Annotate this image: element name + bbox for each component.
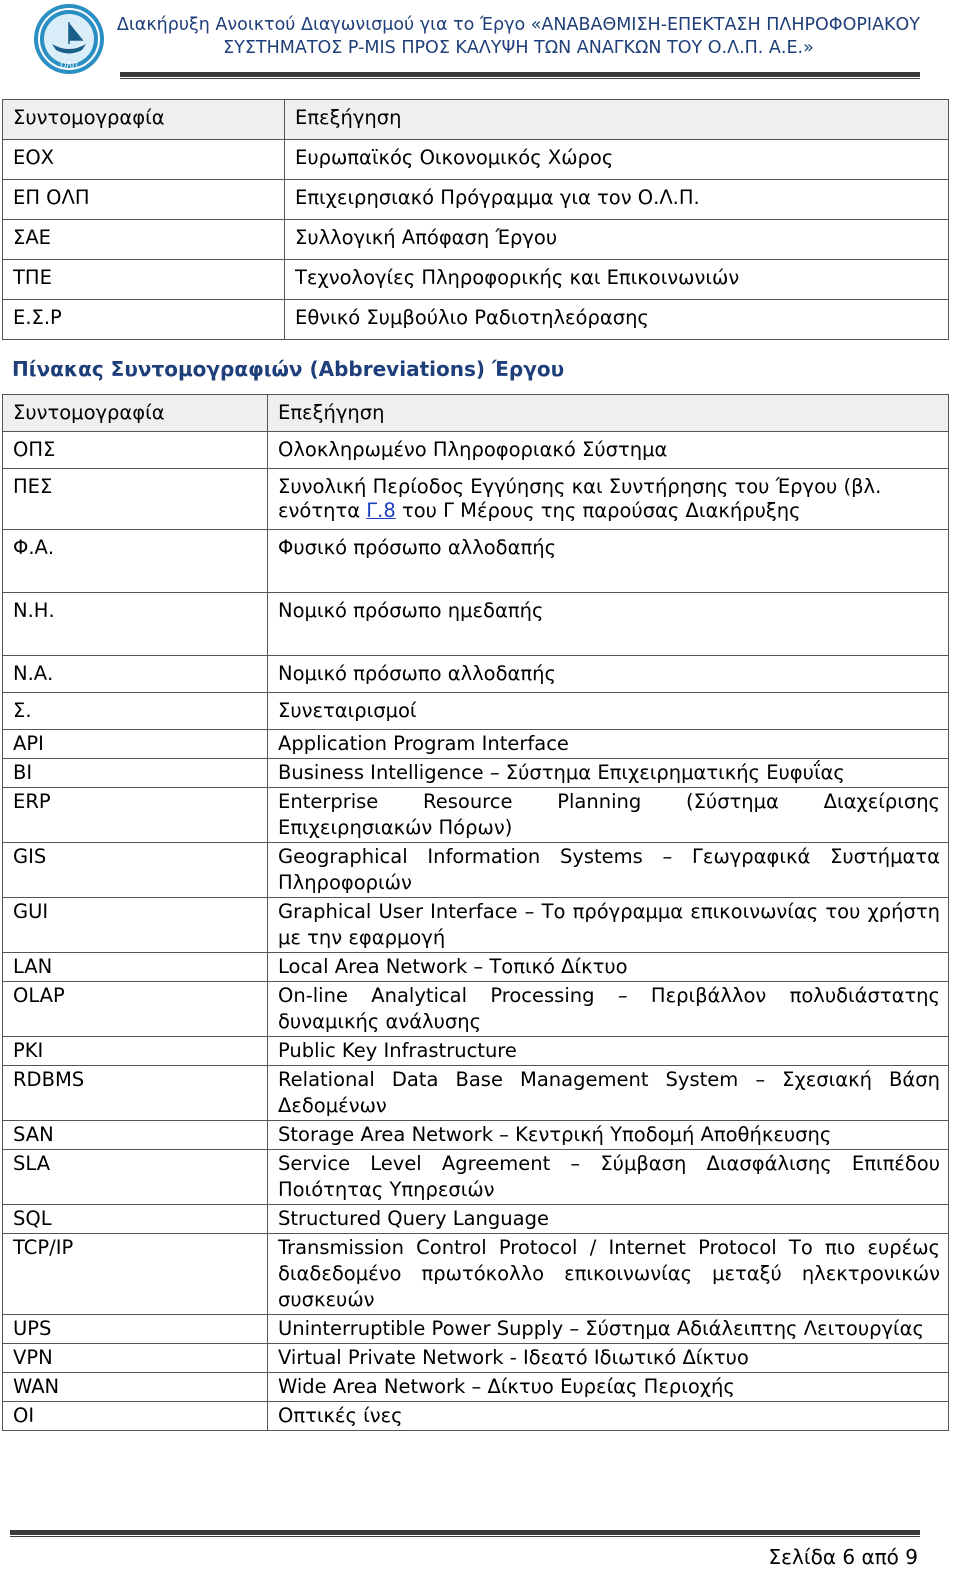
table-header-row: [3, 395, 949, 432]
explanation-cell: Relational Data Base Management System – Σχεσιακή Βάση Δεδομένων: [268, 1066, 949, 1121]
abbr-cell: Ν.Α.: [3, 656, 268, 693]
table-row: [3, 693, 949, 730]
table-row: [3, 1066, 949, 1121]
abbreviations-table-1: [2, 99, 949, 340]
abbreviations-table-2: [2, 394, 949, 1431]
table-row: [3, 469, 949, 530]
explanation-cell: Ολοκληρωμένο Πληροφοριακό Σύστημα: [268, 432, 949, 469]
olp-logo: [30, 2, 108, 76]
table-row: [3, 1037, 949, 1066]
explanation-cell: Συνεταιρισμοί: [268, 693, 949, 730]
table-row: [3, 1121, 949, 1150]
abbr-cell: RDBMS: [3, 1066, 268, 1121]
table-row: [3, 1205, 949, 1234]
abbr-cell: ERP: [3, 788, 268, 843]
abbr-cell: ΟΙ: [3, 1402, 268, 1431]
explanation-cell: Τεχνολογίες Πληροφορικής και Επικοινωνιών: [285, 260, 949, 300]
explanation-cell: Νομικό πρόσωπο ημεδαπής: [268, 593, 949, 656]
explanation-cell: Public Key Infrastructure: [268, 1037, 949, 1066]
explanation-cell: Virtual Private Network - Ιδεατό Ιδιωτικό Δίκτυο: [268, 1344, 949, 1373]
footer-rule-thin: [10, 1536, 920, 1537]
explanation-cell: On-line Analytical Processing – Περιβάλλον πολυδιάστατης δυναμικής ανάλυσης: [268, 982, 949, 1037]
table-row: [3, 1234, 949, 1315]
explanation-cell: Application Program Interface: [268, 730, 949, 759]
abbr-cell: API: [3, 730, 268, 759]
explanation-cell: Geographical Information Systems – Γεωγραφικά Συστήματα Πληροφοριών: [268, 843, 949, 898]
abbr-cell: SLA: [3, 1150, 268, 1205]
abbr-cell: UPS: [3, 1315, 268, 1344]
explanation-cell: Νομικό πρόσωπο αλλοδαπής: [268, 656, 949, 693]
table-header-row: [3, 100, 949, 140]
section-title: Πίνακας Συντομογραφιών (Abbreviations) Έργου: [12, 357, 565, 381]
abbr-cell: ΟΠΣ: [3, 432, 268, 469]
explanation-cell: Enterprise Resource Planning (Σύστημα Διαχείρισης Επιχειρησιακών Πόρων): [268, 788, 949, 843]
table-row: [3, 953, 949, 982]
header-line-2: ΣΥΣΤΗΜΑΤΟΣ P-MIS ΠΡΟΣ ΚΑΛΥΨΗ ΤΩΝ ΑΝΑΓΚΩΝ ΤΟΥ Ο.Λ.Π. Α.Ε.»: [223, 38, 814, 58]
column-header-abbr: Συντομογραφία: [3, 100, 285, 140]
table-row: [3, 530, 949, 593]
table-row: [3, 843, 949, 898]
table-row: [3, 593, 949, 656]
abbr-cell: ΣΑΕ: [3, 220, 285, 260]
abbr-cell: Ε.Σ.Ρ: [3, 300, 285, 340]
abbr-cell: WAN: [3, 1373, 268, 1402]
explanation-cell: Business Intelligence – Σύστημα Επιχειρηματικής Ευφυΐας: [268, 759, 949, 788]
abbr-cell: PKI: [3, 1037, 268, 1066]
table-row: [3, 1150, 949, 1205]
table-row: [3, 898, 949, 953]
explanation-cell: Structured Query Language: [268, 1205, 949, 1234]
table-row: [3, 1344, 949, 1373]
table-row: [3, 982, 949, 1037]
explanation-cell: Οπτικές ίνες: [268, 1402, 949, 1431]
explanation-cell: Storage Area Network – Κεντρική Υποδομή Αποθήκευσης: [268, 1121, 949, 1150]
explanation-cell: Service Level Agreement – Σύμβαση Διασφάλισης Επιπέδου Ποιότητας Υπηρεσιών: [268, 1150, 949, 1205]
table-row: [3, 730, 949, 759]
table-row: [3, 300, 949, 340]
abbr-cell: TCP/IP: [3, 1234, 268, 1315]
table-row: [3, 1402, 949, 1431]
explanation-cell: Wide Area Network – Δίκτυο Ευρείας Περιοχής: [268, 1373, 949, 1402]
table-row: [3, 759, 949, 788]
abbr-cell: SQL: [3, 1205, 268, 1234]
explanation-cell: Εθνικό Συμβούλιο Ραδιοτηλεόρασης: [285, 300, 949, 340]
table-row: [3, 260, 949, 300]
explanation-cell: Επιχειρησιακό Πρόγραμμα για τον Ο.Λ.Π.: [285, 180, 949, 220]
abbr-cell: ΕΠ ΟΛΠ: [3, 180, 285, 220]
table-row: [3, 220, 949, 260]
abbr-cell: ΤΠΕ: [3, 260, 285, 300]
header-title: [117, 14, 920, 60]
abbr-cell: LAN: [3, 953, 268, 982]
footer-rule: [10, 1530, 920, 1535]
header-rule-thin: [120, 78, 920, 79]
explanation-cell: Transmission Control Protocol / Internet Protocol Το πιο ευρέως διαδεδομένο πρωτόκολλο επικοινωνίας μεταξύ ηλεκτρονικών συσκευών: [268, 1234, 949, 1315]
column-header-abbr: Συντομογραφία: [3, 395, 268, 432]
table-row: [3, 788, 949, 843]
abbr-cell: SAN: [3, 1121, 268, 1150]
explanation-text: Συνολική Περίοδος Εγγύησης και Συντήρησης του Έργου (βλ. ενότητα: [278, 475, 882, 522]
explanation-cell: Uninterruptible Power Supply – Σύστημα Αδιάλειπτης Λειτουργίας: [268, 1315, 949, 1344]
table-row: [3, 180, 949, 220]
explanation-cell: Συλλογική Απόφαση Έργου: [285, 220, 949, 260]
explanation-cell: Φυσικό πρόσωπο αλλοδαπής: [268, 530, 949, 593]
abbr-cell: ΠΕΣ: [3, 469, 268, 530]
header-line-1: Διακήρυξη Ανοικτού Διαγωνισμού για το Έργο «ΑΝΑΒΑΘΜΙΣΗ-ΕΠΕΚΤΑΣΗ ΠΛΗΡΟΦΟΡΙΑΚΟΥ: [116, 15, 920, 35]
explanation-cell: [268, 469, 949, 530]
svg-text:ΟΛΠ: ΟΛΠ: [60, 61, 78, 70]
column-header-explanation: Επεξήγηση: [268, 395, 949, 432]
table-row: [3, 432, 949, 469]
table-row: [3, 140, 949, 180]
table-row: [3, 1373, 949, 1402]
abbr-cell: VPN: [3, 1344, 268, 1373]
page-number: Σελίδα 6 από 9: [768, 1545, 918, 1569]
section-link[interactable]: Γ.8: [366, 499, 396, 522]
header-rule: [120, 72, 920, 77]
abbr-cell: Φ.Α.: [3, 530, 268, 593]
explanation-cell: Graphical User Interface – Το πρόγραμμα επικοινωνίας του χρήστη με την εφαρμογή: [268, 898, 949, 953]
explanation-cell: Local Area Network – Τοπικό Δίκτυο: [268, 953, 949, 982]
page-header: [0, 0, 960, 82]
table-row: [3, 656, 949, 693]
explanation-cell: Ευρωπαϊκός Οικονομικός Χώρος: [285, 140, 949, 180]
abbr-cell: OLAP: [3, 982, 268, 1037]
explanation-text: του Γ Μέρους της παρούσας Διακήρυξης: [395, 499, 801, 522]
table-row: [3, 1315, 949, 1344]
abbr-cell: BI: [3, 759, 268, 788]
abbr-cell: Ν.Η.: [3, 593, 268, 656]
abbr-cell: Σ.: [3, 693, 268, 730]
abbr-cell: GUI: [3, 898, 268, 953]
abbr-cell: GIS: [3, 843, 268, 898]
column-header-explanation: Επεξήγηση: [285, 100, 949, 140]
abbr-cell: ΕΟΧ: [3, 140, 285, 180]
